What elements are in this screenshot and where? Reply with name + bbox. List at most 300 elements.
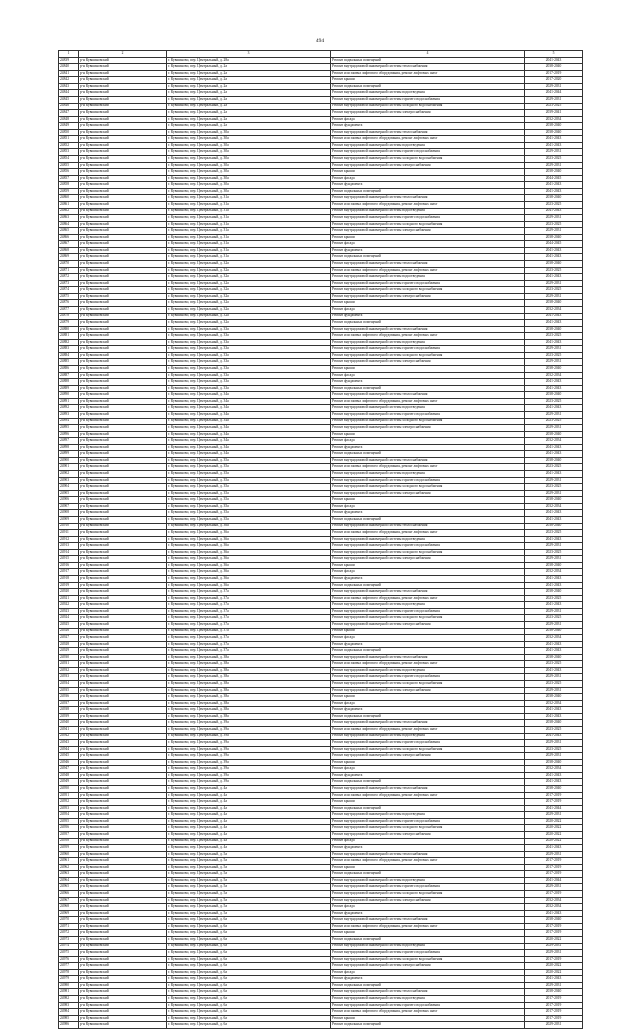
cell-period: 2041-2043	[525, 405, 583, 412]
cell-district: р-н Кувшиновский	[79, 595, 167, 602]
cell-district: р-н Кувшиновский	[79, 720, 167, 727]
cell-period: 2041-2043	[525, 142, 583, 149]
cell-period: 2041-2044	[525, 877, 583, 884]
cell-period: 2041-2043	[525, 385, 583, 392]
cell-row-number: 24958	[59, 838, 79, 845]
cell-period: 2041-2044	[525, 805, 583, 812]
cell-work-type: Ремонт внутридомовой инженерной системы электроснабжения	[331, 162, 525, 169]
cell-district: р-н Кувшиновский	[79, 136, 167, 143]
cell-address: г. Кувшиново, пер. Центральный, д. 32а	[167, 320, 331, 327]
cell-address: г. Кувшиново, пер. Центральный, д. 6а	[167, 976, 331, 983]
cell-row-number: 24968	[59, 904, 79, 911]
cell-work-type: Ремонт крыши	[331, 234, 525, 241]
cell-district: р-н Кувшиновский	[79, 897, 167, 904]
cell-work-type: Ремонт фундамента	[331, 182, 525, 189]
cell-address: г. Кувшиново, пер. Центральный, д. 38а	[167, 687, 331, 694]
cell-district: р-н Кувшиновский	[79, 379, 167, 386]
cell-district: р-н Кувшиновский	[79, 90, 167, 97]
cell-address: г. Кувшиново, пер. Центральный, д. 4а	[167, 792, 331, 799]
cell-district: р-н Кувшиновский	[79, 621, 167, 628]
cell-work-type: Ремонт внутридомовой инженерной системы электроснабжения	[331, 293, 525, 300]
cell-period: 2041-2043	[525, 733, 583, 740]
cell-address: г. Кувшиново, пер. Центральный, д. 31а	[167, 247, 331, 254]
cell-period: 2017-2019	[525, 891, 583, 898]
cell-address: г. Кувшиново, пер. Центральный, д. 30а	[167, 156, 331, 163]
cell-address: г. Кувшиново, пер. Центральный, д. 38а	[167, 694, 331, 701]
cell-district: р-н Кувшиновский	[79, 346, 167, 353]
cell-district: р-н Кувшиновский	[79, 976, 167, 983]
cell-district: р-н Кувшиновский	[79, 549, 167, 556]
cell-period: 2023-2025	[525, 746, 583, 753]
cell-period: 2017-2019	[525, 792, 583, 799]
cell-address: г. Кувшиново, пер. Центральный, д. 37а	[167, 648, 331, 655]
cell-row-number: 24920	[59, 589, 79, 596]
cell-row-number: 24869	[59, 254, 79, 261]
cell-address: г. Кувшиново, пер. Центральный, д. 33а	[167, 352, 331, 359]
cell-work-type: Ремонт внутридомовой инженерной системы теплоснабжения	[331, 989, 525, 996]
cell-address: г. Кувшиново, пер. Центральный, д. 31а	[167, 241, 331, 248]
cell-address: г. Кувшиново, пер. Центральный, д. 28а	[167, 57, 331, 64]
cell-period: 2041-2043	[525, 602, 583, 609]
cell-row-number: 24933	[59, 674, 79, 681]
cell-period: 2038-2040	[525, 129, 583, 136]
cell-row-number: 24917	[59, 569, 79, 576]
cell-period: 2023-2025	[525, 333, 583, 340]
cell-work-type: Ремонт внутридомовой инженерной системы теплоснабжения	[331, 523, 525, 530]
cell-row-number: 24867	[59, 241, 79, 248]
cell-address: г. Кувшиново, пер. Центральный, д. 37а	[167, 608, 331, 615]
cell-district: р-н Кувшиновский	[79, 917, 167, 924]
cell-district: р-н Кувшиновский	[79, 799, 167, 806]
cell-row-number: 24863	[59, 215, 79, 222]
cell-address: г. Кувшиново, пер. Центральный, д. 31а	[167, 228, 331, 235]
cell-district: р-н Кувшиновский	[79, 582, 167, 589]
cell-district: р-н Кувшиновский	[79, 293, 167, 300]
cell-work-type: Ремонт внутридомовой инженерной системы электроснабжения	[331, 963, 525, 970]
cell-work-type: Ремонт фасада	[331, 700, 525, 707]
cell-address: г. Кувшиново, пер. Центральный, д. 31а	[167, 215, 331, 222]
cell-address: г. Кувшиново, пер. Центральный, д. 37а	[167, 595, 331, 602]
cell-period: 2038-2040	[525, 786, 583, 793]
cell-address: г. Кувшиново, пер. Центральный, д. 5а	[167, 891, 331, 898]
cell-district: р-н Кувшиновский	[79, 129, 167, 136]
cell-district: р-н Кувшиновский	[79, 451, 167, 458]
cell-work-type: Ремонт внутридомовой инженерной системы горячего водоснабжения	[331, 215, 525, 222]
cell-period: 2041-2043	[525, 536, 583, 543]
cell-address: г. Кувшиново, пер. Центральный, д. 35а	[167, 484, 331, 491]
cell-address: г. Кувшиново, пер. Центральный, д. 32а	[167, 293, 331, 300]
cell-period: 2029-2031	[525, 215, 583, 222]
cell-district: р-н Кувшиновский	[79, 923, 167, 930]
cell-work-type: Ремонт фасада	[331, 438, 525, 445]
cell-address: г. Кувшиново, пер. Центральный, д. 37а	[167, 602, 331, 609]
cell-address: г. Кувшиново, пер. Центральный, д. 6а	[167, 950, 331, 957]
cell-district: р-н Кувшиновский	[79, 753, 167, 760]
cell-work-type: Ремонт подвальных помещений	[331, 1022, 525, 1029]
cell-address: г. Кувшиново, пер. Центральный, д. 4а	[167, 786, 331, 793]
cell-period: 2041-2044	[525, 90, 583, 97]
cell-period: 2029-2031	[525, 490, 583, 497]
cell-row-number: 24870	[59, 261, 79, 268]
cell-work-type: Ремонт крыши	[331, 628, 525, 635]
cell-address: г. Кувшиново, пер. Центральный, д. 37а	[167, 621, 331, 628]
cell-work-type: Ремонт внутридомовой инженерной системы теплоснабжения	[331, 64, 525, 71]
cell-period: 2023-2025	[525, 418, 583, 425]
cell-address: г. Кувшиново, пер. Центральный, д. 38а	[167, 667, 331, 674]
cell-row-number: 24895	[59, 425, 79, 432]
cell-work-type: Ремонт крыши	[331, 1015, 525, 1022]
cell-address: г. Кувшиново, пер. Центральный, д. 35а	[167, 490, 331, 497]
cell-district: р-н Кувшиновский	[79, 274, 167, 281]
cell-address: г. Кувшиново, пер. Центральный, д. 36а	[167, 523, 331, 530]
cell-district: р-н Кувшиновский	[79, 326, 167, 333]
cell-address: г. Кувшиново, пер. Центральный, д. 39а	[167, 733, 331, 740]
cell-address: г. Кувшиново, пер. Центральный, д. 33а	[167, 372, 331, 379]
cell-period: 2029-2031	[525, 1022, 583, 1029]
cell-district: р-н Кувшиновский	[79, 989, 167, 996]
cell-period: 2023-2025	[525, 726, 583, 733]
cell-row-number: 24871	[59, 267, 79, 274]
cell-row-number: 24940	[59, 720, 79, 727]
cell-work-type: Ремонт внутридомовой инженерной системы холодного водоснабжения	[331, 103, 525, 110]
cell-work-type: Ремонт внутридомовой инженерной системы водоотведения	[331, 602, 525, 609]
cell-district: р-н Кувшиновский	[79, 956, 167, 963]
cell-address: г. Кувшиново, пер. Центральный, д. 38а	[167, 707, 331, 714]
cell-row-number: 24872	[59, 274, 79, 281]
cell-address: г. Кувшиново, пер. Центральный, д. 32а	[167, 267, 331, 274]
cell-row-number: 24922	[59, 602, 79, 609]
cell-work-type: Ремонт внутридомовой инженерной системы холодного водоснабжения	[331, 418, 525, 425]
cell-address: г. Кувшиново, пер. Центральный, д. 35а	[167, 497, 331, 504]
cell-district: р-н Кувшиновский	[79, 694, 167, 701]
cell-period: 2029-2031	[525, 83, 583, 90]
cell-work-type: Ремонт внутридомовой инженерной системы электроснабжения	[331, 228, 525, 235]
cell-work-type: Ремонт крыши	[331, 562, 525, 569]
cell-row-number: 24858	[59, 182, 79, 189]
cell-district: р-н Кувшиновский	[79, 772, 167, 779]
cell-period: 2041-2043	[525, 582, 583, 589]
cell-address: г. Кувшиново, пер. Центральный, д. 30а	[167, 136, 331, 143]
cell-period: 2041-2043	[525, 247, 583, 254]
cell-period: 2041-2043	[525, 910, 583, 917]
cell-address: г. Кувшиново, пер. Центральный, д. 39а	[167, 740, 331, 747]
cell-period: 2032-2034	[525, 116, 583, 123]
cell-work-type: Ремонт фасада	[331, 838, 525, 845]
cell-period: 2029-2031	[525, 411, 583, 418]
cell-period: 2041-2043	[525, 444, 583, 451]
cell-row-number: 24984	[59, 1009, 79, 1016]
cell-address: г. Кувшиново, пер. Центральный, д. 4а	[167, 838, 331, 845]
cell-work-type: Ремонт крыши	[331, 497, 525, 504]
cell-work-type: Ремонт внутридомовой инженерной системы водоотведения	[331, 877, 525, 884]
cell-work-type: Ремонт фундамента	[331, 247, 525, 254]
cell-row-number: 24890	[59, 392, 79, 399]
cell-row-number: 24859	[59, 188, 79, 195]
cell-address: г. Кувшиново, пер. Центральный, д. 33а	[167, 385, 331, 392]
cell-work-type: Ремонт фундамента	[331, 845, 525, 852]
cell-address: г. Кувшиново, пер. Центральный, д. 6а	[167, 936, 331, 943]
cell-district: р-н Кувшиновский	[79, 858, 167, 865]
cell-district: р-н Кувшиновский	[79, 83, 167, 90]
cell-period: 2038-2040	[525, 234, 583, 241]
cell-period: 2029-2031	[525, 556, 583, 563]
cell-work-type: Ремонт внутридомовой инженерной системы теплоснабжения	[331, 917, 525, 924]
cell-period: 2041-2043	[525, 274, 583, 281]
cell-period: 2023-2025	[525, 595, 583, 602]
cell-work-type: Ремонт фасада	[331, 766, 525, 773]
cell-address: г. Кувшиново, пер. Центральный, д. 2а	[167, 77, 331, 84]
cell-period: 2017-2019	[525, 930, 583, 937]
cell-period: 2029-2031	[525, 943, 583, 950]
cell-district: р-н Кувшиновский	[79, 687, 167, 694]
cell-address: г. Кувшиново, пер. Центральный, д. 6а	[167, 969, 331, 976]
cell-district: р-н Кувшиновский	[79, 818, 167, 825]
cell-row-number: 24906	[59, 497, 79, 504]
cell-district: р-н Кувшиновский	[79, 628, 167, 635]
cell-period: 2017-2019	[525, 799, 583, 806]
cell-district: р-н Кувшиновский	[79, 366, 167, 373]
cell-work-type: Ремонт внутридомовой инженерной системы электроснабжения	[331, 897, 525, 904]
cell-row-number: 24932	[59, 667, 79, 674]
cell-period: 2023-2025	[525, 661, 583, 668]
cell-district: р-н Кувшиновский	[79, 943, 167, 950]
cell-work-type: Ремонт внутридомовой инженерной системы холодного водоснабжения	[331, 352, 525, 359]
cell-district: р-н Кувшиновский	[79, 195, 167, 202]
cell-district: р-н Кувшиновский	[79, 411, 167, 418]
cell-row-number: 24941	[59, 726, 79, 733]
cell-row-number: 24908	[59, 510, 79, 517]
cell-period: 2032-2034	[525, 569, 583, 576]
cell-row-number: 24924	[59, 615, 79, 622]
cell-period: 2041-2043	[525, 254, 583, 261]
cell-address: г. Кувшиново, пер. Центральный, д. 34а	[167, 451, 331, 458]
cell-district: р-н Кувшиновский	[79, 280, 167, 287]
cell-period: 2023-2025	[525, 530, 583, 537]
cell-work-type: Ремонт внутридомовой инженерной системы холодного водоснабжения	[331, 681, 525, 688]
cell-district: р-н Кувшиновский	[79, 77, 167, 84]
cell-period: 2017-2019	[525, 858, 583, 865]
cell-row-number: 24928	[59, 641, 79, 648]
cell-address: г. Кувшиново, пер. Центральный, д. 37а	[167, 635, 331, 642]
cell-period: 2041-2043	[525, 208, 583, 215]
cell-row-number: 24847	[59, 110, 79, 117]
cell-row-number: 24868	[59, 247, 79, 254]
cell-work-type: Ремонт фундамента	[331, 910, 525, 917]
cell-address: г. Кувшиново, пер. Центральный, д. 32а	[167, 287, 331, 294]
cell-work-type: Ремонт или замена лифтового оборудования, ремонт лифтовых шахт	[331, 201, 525, 208]
cell-row-number: 24970	[59, 917, 79, 924]
cell-district: р-н Кувшиновский	[79, 589, 167, 596]
cell-work-type: Ремонт или замена лифтового оборудования, ремонт лифтовых шахт	[331, 333, 525, 340]
cell-work-type: Ремонт крыши	[331, 930, 525, 937]
cell-row-number: 24879	[59, 320, 79, 327]
cell-address: г. Кувшиново, пер. Центральный, д. 37а	[167, 615, 331, 622]
cell-row-number: 24955	[59, 818, 79, 825]
cell-period: 2038-2040	[525, 523, 583, 530]
cell-district: р-н Кувшиновский	[79, 733, 167, 740]
cell-row-number: 24981	[59, 989, 79, 996]
cell-row-number: 24861	[59, 201, 79, 208]
cell-row-number: 24962	[59, 864, 79, 871]
cell-period: 2020-2022	[525, 838, 583, 845]
cell-address: г. Кувшиново, пер. Центральный, д. 34а	[167, 392, 331, 399]
cell-district: р-н Кувшиновский	[79, 700, 167, 707]
cell-work-type: Ремонт внутридомовой инженерной системы холодного водоснабжения	[331, 221, 525, 228]
cell-district: р-н Кувшиновский	[79, 726, 167, 733]
cell-period: 2041-2043	[525, 57, 583, 64]
cell-period: 2038-2040	[525, 989, 583, 996]
cell-period: 2029-2031	[525, 359, 583, 366]
cell-district: р-н Кувшиновский	[79, 713, 167, 720]
cell-period: 2041-2043	[525, 451, 583, 458]
cell-work-type: Ремонт фасада	[331, 635, 525, 642]
cell-address: г. Кувшиново, пер. Центральный, д. 36а	[167, 576, 331, 583]
cell-row-number: 24844	[59, 90, 79, 97]
cell-address: г. Кувшиново, пер. Центральный, д. 33а	[167, 359, 331, 366]
cell-address: г. Кувшиново, пер. Центральный, д. 34а	[167, 405, 331, 412]
cell-period: 2041-2043	[525, 779, 583, 786]
cell-row-number: 24931	[59, 661, 79, 668]
cell-row-number: 24943	[59, 740, 79, 747]
cell-address: г. Кувшиново, пер. Центральный, д. 30а	[167, 149, 331, 156]
cell-district: р-н Кувшиновский	[79, 234, 167, 241]
cell-row-number: 24960	[59, 851, 79, 858]
cell-address: г. Кувшиново, пер. Центральный, д. 6а	[167, 923, 331, 930]
cell-district: р-н Кувшиновский	[79, 444, 167, 451]
cell-period: 2039-2041	[525, 110, 583, 117]
cell-work-type: Ремонт фасада	[331, 569, 525, 576]
cell-period: 2038-2040	[525, 917, 583, 924]
cell-work-type: Ремонт подвальных помещений	[331, 582, 525, 589]
cell-address: г. Кувшиново, пер. Центральный, д. 38а	[167, 661, 331, 668]
cell-period: 2032-2034	[525, 438, 583, 445]
cell-period: 2041-2043	[525, 667, 583, 674]
cell-district: р-н Кувшиновский	[79, 523, 167, 530]
cell-address: г. Кувшиново, пер. Центральный, д. 38а	[167, 700, 331, 707]
cell-address: г. Кувшиново, пер. Центральный, д. 2а	[167, 96, 331, 103]
cell-address: г. Кувшиново, пер. Центральный, д. 5а	[167, 877, 331, 884]
cell-row-number: 24971	[59, 923, 79, 930]
cell-row-number: 24907	[59, 503, 79, 510]
cell-address: г. Кувшиново, пер. Центральный, д. 32а	[167, 306, 331, 313]
cell-district: р-н Кувшиновский	[79, 766, 167, 773]
cell-work-type: Ремонт крыши	[331, 759, 525, 766]
cell-row-number: 24864	[59, 221, 79, 228]
cell-address: г. Кувшиново, пер. Центральный, д. 36а	[167, 536, 331, 543]
cell-district: р-н Кувшиновский	[79, 405, 167, 412]
cell-work-type: Ремонт внутридомовой инженерной системы холодного водоснабжения	[331, 287, 525, 294]
cell-address: г. Кувшиново, пер. Центральный, д. 35а	[167, 477, 331, 484]
cell-district: р-н Кувшиновский	[79, 261, 167, 268]
cell-period: 2029-2031	[525, 477, 583, 484]
cell-work-type: Ремонт или замена лифтового оборудования, ремонт лифтовых шахт	[331, 726, 525, 733]
cell-row-number: 24964	[59, 877, 79, 884]
cell-work-type: Ремонт внутридомовой инженерной системы водоотведения	[331, 274, 525, 281]
cell-work-type: Ремонт фундамента	[331, 772, 525, 779]
cell-address: г. Кувшиново, пер. Центральный, д. 32а	[167, 300, 331, 307]
cell-district: р-н Кувшиновский	[79, 740, 167, 747]
cell-row-number: 24856	[59, 169, 79, 176]
cell-period: 2038-2040	[525, 759, 583, 766]
cell-address: г. Кувшиново, пер. Центральный, д. 2а	[167, 116, 331, 123]
cell-period: 2041-2043	[525, 576, 583, 583]
cell-work-type: Ремонт или замена лифтового оборудования, ремонт лифтовых шахт	[331, 530, 525, 537]
cell-address: г. Кувшиново, пер. Центральный, д. 4а	[167, 799, 331, 806]
cell-district: р-н Кувшиновский	[79, 950, 167, 957]
cell-row-number: 24878	[59, 313, 79, 320]
cell-work-type: Ремонт крыши	[331, 431, 525, 438]
cell-row-number: 24925	[59, 621, 79, 628]
cell-district: р-н Кувшиновский	[79, 891, 167, 898]
cell-row-number: 24950	[59, 786, 79, 793]
cell-period: 2023-2025	[525, 287, 583, 294]
cell-work-type: Ремонт подвальных помещений	[331, 385, 525, 392]
cell-work-type: Ремонт подвальных помещений	[331, 516, 525, 523]
cell-period: 2041-2043	[525, 648, 583, 655]
cell-work-type: Ремонт внутридомовой инженерной системы теплоснабжения	[331, 851, 525, 858]
cell-row-number: 24880	[59, 326, 79, 333]
cell-period: 2038-2040	[525, 431, 583, 438]
cell-address: г. Кувшиново, пер. Центральный, д. 31а	[167, 234, 331, 241]
cell-work-type: Ремонт подвальных помещений	[331, 779, 525, 786]
cell-district: р-н Кувшиновский	[79, 864, 167, 871]
cell-district: р-н Кувшиновский	[79, 615, 167, 622]
cell-row-number: 24850	[59, 129, 79, 136]
cell-work-type: Ремонт фасада	[331, 175, 525, 182]
cell-period: 2029-2031	[525, 162, 583, 169]
cell-work-type: Ремонт фундамента	[331, 576, 525, 583]
cell-address: г. Кувшиново, пер. Центральный, д. 39а	[167, 772, 331, 779]
cell-row-number: 24886	[59, 366, 79, 373]
cell-row-number: 24901	[59, 464, 79, 471]
cell-row-number: 24973	[59, 936, 79, 943]
cell-address: г. Кувшиново, пер. Центральный, д. 32а	[167, 261, 331, 268]
cell-period: 2029-2031	[525, 293, 583, 300]
cell-address: г. Кувшиново, пер. Центральный, д. 39а	[167, 753, 331, 760]
cell-district: р-н Кувшиновский	[79, 667, 167, 674]
cell-work-type: Ремонт внутридомовой инженерной системы горячего водоснабжения	[331, 280, 525, 287]
cell-work-type: Ремонт фундамента	[331, 313, 525, 320]
cell-work-type: Ремонт фундамента	[331, 444, 525, 451]
cell-address: г. Кувшиново, пер. Центральный, д. 5а	[167, 851, 331, 858]
cell-work-type: Ремонт или замена лифтового оборудования, ремонт лифтовых шахт	[331, 1009, 525, 1016]
cell-row-number: 24877	[59, 306, 79, 313]
cell-period: 2038-2040	[525, 457, 583, 464]
cell-district: р-н Кувшиновский	[79, 490, 167, 497]
cell-row-number: 24839	[59, 57, 79, 64]
cell-work-type: Ремонт внутридомовой инженерной системы водоотведения	[331, 208, 525, 215]
cell-address: г. Кувшиново, пер. Центральный, д. 6а	[167, 963, 331, 970]
cell-work-type: Ремонт внутридомовой инженерной системы холодного водоснабжения	[331, 484, 525, 491]
cell-row-number: 24965	[59, 884, 79, 891]
cell-period: 2032-2034	[525, 635, 583, 642]
cell-district: р-н Кувшиновский	[79, 300, 167, 307]
cell-address: г. Кувшиново, пер. Центральный, д. 39а	[167, 779, 331, 786]
cell-period: 2020-2022	[525, 831, 583, 838]
cell-district: р-н Кувшиновский	[79, 110, 167, 117]
cell-district: р-н Кувшиновский	[79, 471, 167, 478]
cell-district: р-н Кувшиновский	[79, 569, 167, 576]
cell-work-type: Ремонт внутридомовой инженерной системы электроснабжения	[331, 621, 525, 628]
cell-row-number: 24884	[59, 352, 79, 359]
cell-period: 2041-2043	[525, 313, 583, 320]
cell-district: р-н Кувшиновский	[79, 982, 167, 989]
cell-period: 2029-2031	[525, 753, 583, 760]
cell-work-type: Ремонт внутридомовой инженерной системы горячего водоснабжения	[331, 818, 525, 825]
cell-district: р-н Кувшиновский	[79, 182, 167, 189]
cell-period: 2029-2031	[525, 621, 583, 628]
cell-district: р-н Кувшиновский	[79, 1009, 167, 1016]
